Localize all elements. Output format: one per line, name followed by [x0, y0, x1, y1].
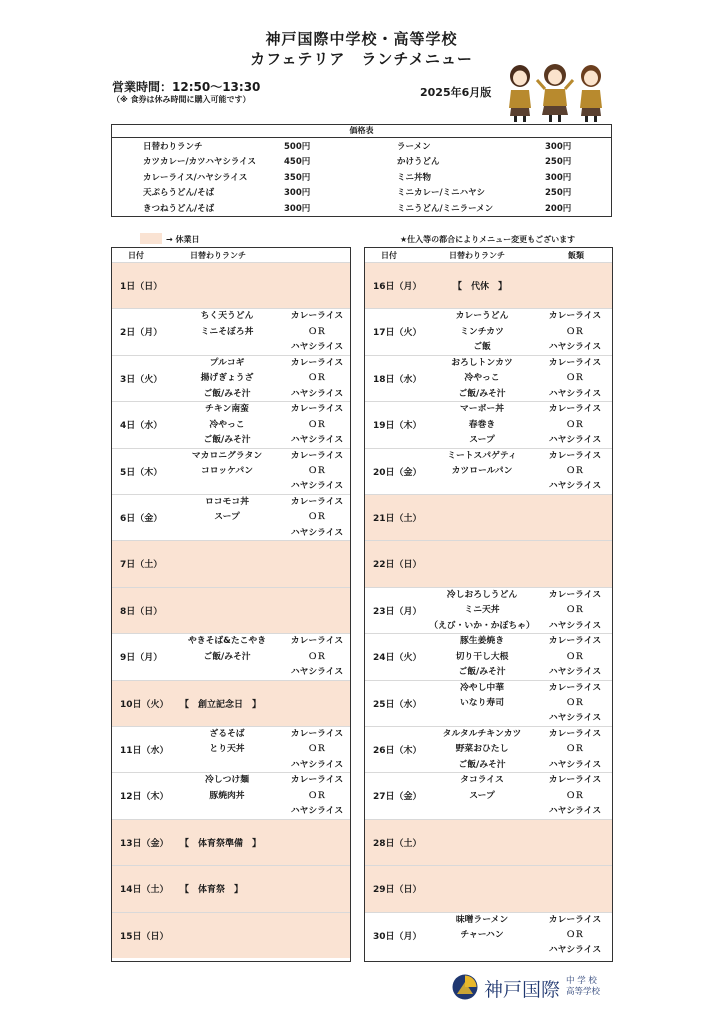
price-item-price: 450円 [284, 157, 311, 168]
menu-date: 4日（水） [120, 421, 163, 432]
lunch-item: 豚焼肉丼 [209, 790, 245, 801]
header-date: 日付 [381, 251, 397, 260]
price-item-name: 日替わりランチ [143, 142, 203, 152]
rice-item: カレーライス [548, 357, 602, 368]
menu-date: 10日（火） [120, 699, 169, 710]
lunch-item: ロコモコ丼 [205, 497, 249, 507]
logo-school-name: 神戸国際 [484, 979, 561, 1001]
lunch-item: ご飯 [473, 342, 491, 353]
school-emblem-icon [452, 974, 478, 1000]
rice-item: カレーライス [290, 404, 344, 415]
price-table [111, 124, 612, 217]
page-title-menu: カフェテリア ランチメニュー [250, 50, 473, 68]
menu-date: 2日（月） [120, 328, 163, 339]
price-item-name: かけうどん [397, 157, 440, 168]
page-title-school: 神戸国際中学校・高等学校 [265, 30, 458, 48]
rice-item: ＯＲ [566, 651, 584, 662]
price-item-name: ミニ丼物 [397, 172, 432, 183]
lunch-item: カツロールパン [451, 465, 513, 476]
rice-item: カレーライス [290, 357, 344, 368]
rice-item: ハヤシライス [290, 342, 344, 353]
header-rice: 飯類 [568, 251, 584, 260]
lunch-item: いなり寿司 [460, 697, 504, 708]
lunch-item: 冷やっこ [209, 419, 245, 430]
lunch-item: 味噌ラーメン [455, 914, 509, 925]
rice-item: ハヤシライス [290, 434, 344, 445]
rice-item: ハヤシライス [290, 388, 344, 399]
menu-row [112, 680, 350, 726]
rice-item: ＯＲ [566, 790, 584, 801]
menu-row [112, 448, 350, 494]
menu-row [112, 262, 350, 308]
lunch-item: チャーハン [460, 929, 504, 940]
price-item-price: 250円 [545, 188, 572, 199]
menu-date: 30日（月） [373, 931, 422, 942]
menu-date: 25日（水） [373, 699, 422, 710]
rice-item: ＯＲ [308, 744, 326, 755]
menu-event: 【 体育祭準備 】 [180, 838, 262, 849]
rice-item: ハヤシライス [290, 666, 344, 677]
rice-item: カレーライス [290, 450, 344, 461]
logo-sub-senior: 高等学校 [566, 987, 601, 997]
menu-row [365, 401, 612, 447]
lunch-item: プルコギ [209, 357, 245, 368]
lunch-item: 揚げぎょうざ [200, 373, 254, 384]
rice-item: ハヤシライス [548, 481, 602, 492]
rice-item: ＯＲ [566, 605, 584, 616]
menu-change-notice: ★仕入等の都合によりメニュー変更もございます [400, 235, 576, 244]
rice-item: カレーライス [290, 311, 344, 322]
rice-item: カレーライス [548, 311, 602, 322]
menu-date: 6日（金） [120, 514, 163, 524]
rice-item: ハヤシライス [548, 342, 602, 353]
menu-date: 12日（木） [120, 792, 169, 803]
menu-date: 18日（水） [373, 374, 422, 385]
menu-row [365, 308, 612, 354]
rice-item: カレーライス [290, 729, 344, 739]
price-item-price: 300円 [545, 172, 572, 183]
rice-item: カレーライス [290, 497, 344, 507]
menu-date: 22日（日） [373, 560, 422, 571]
rice-item: ＯＲ [308, 790, 326, 801]
rice-item: ＯＲ [308, 373, 326, 384]
lunch-item: ご飯/みそ汁 [203, 434, 251, 445]
menu-row [365, 262, 612, 308]
rice-item: ハヤシライス [548, 388, 602, 399]
lunch-item: 冷やっこ [464, 373, 500, 384]
menu-date: 15日（日） [120, 931, 169, 942]
rice-item: カレーライス [548, 682, 602, 693]
rice-item: ＯＲ [308, 419, 326, 430]
price-item-price: 500円 [284, 142, 311, 152]
menu-table-left-header [112, 248, 350, 263]
price-item-name: 天ぷらうどん/そば [143, 188, 215, 199]
students-illustration [503, 62, 607, 124]
lunch-item: ご飯/みそ汁 [458, 666, 506, 677]
lunch-item: タコライス [460, 775, 504, 786]
price-item-name: きつねうどん/そば [143, 203, 215, 214]
closed-day-swatch [140, 233, 162, 244]
price-item-name: カレーライス/ハヤシライス [143, 172, 248, 183]
lunch-item: やきそば&たこやき [187, 636, 267, 647]
price-item-price: 350円 [284, 172, 311, 183]
lunch-item: おろしトンカツ [451, 357, 513, 368]
lunch-item: 冷やし中華 [460, 682, 504, 693]
menu-row [112, 355, 350, 401]
rice-item: カレーライス [290, 775, 344, 786]
menu-row [112, 401, 350, 447]
rice-item: ＯＲ [566, 697, 584, 708]
menu-row [112, 726, 350, 772]
lunch-item: マーボー丼 [460, 404, 504, 415]
menu-row [112, 494, 350, 540]
price-item-name: カツカレー/カツハヤシライス [143, 157, 257, 168]
rice-item: ハヤシライス [548, 620, 602, 631]
price-item-price: 250円 [545, 157, 572, 168]
rice-item: ＯＲ [566, 744, 584, 755]
menu-event: 【 創立記念日 】 [180, 699, 262, 710]
menu-date: 19日（木） [373, 421, 422, 432]
menu-date: 23日（月） [373, 606, 422, 617]
menu-date: 3日（火） [120, 374, 163, 385]
lunch-item: ミニそぼろ丼 [200, 326, 254, 337]
menu-date: 21日（土） [373, 514, 422, 524]
header-lunch: 日替わりランチ [449, 251, 505, 260]
menu-table-right [364, 247, 613, 962]
menu-date: 11日（水） [120, 746, 169, 756]
rice-item: カレーライス [290, 636, 344, 647]
logo-sub-junior: 中 学 校 [566, 976, 597, 986]
edition-label: 2025年6月版 [420, 86, 492, 99]
rice-item: ＯＲ [566, 929, 584, 940]
rice-item: カレーライス [548, 589, 602, 600]
menu-date: 28日（土） [373, 838, 422, 849]
rice-item: ハヤシライス [290, 759, 344, 770]
menu-date: 20日（金） [373, 467, 422, 478]
lunch-item: ミンチカツ [460, 326, 504, 337]
menu-row [112, 912, 350, 958]
lunch-item: ご飯/みそ汁 [458, 388, 506, 399]
lunch-item: 春巻き [468, 419, 496, 430]
menu-event: 【 体育祭 】 [180, 885, 244, 896]
menu-row [112, 540, 350, 586]
lunch-item: ミニ天丼 [464, 605, 500, 616]
rice-item: カレーライス [548, 729, 602, 739]
menu-event: 【 代休 】 [453, 282, 508, 292]
rice-item: カレーライス [548, 775, 602, 786]
menu-row [365, 633, 612, 679]
lunch-item: ご飯/みそ汁 [203, 651, 251, 662]
menu-row [365, 540, 612, 586]
menu-date: 17日（火） [373, 328, 422, 339]
menu-table-left [111, 247, 351, 962]
rice-item: ＯＲ [566, 419, 584, 430]
lunch-item: ご飯/みそ汁 [203, 388, 251, 399]
rice-item: カレーライス [548, 636, 602, 647]
lunch-item: （えび・いか・かぼちゃ） [429, 620, 535, 631]
lunch-item: ちく天うどん [200, 311, 254, 322]
lunch-item: マカロニグラタン [191, 450, 263, 461]
header-lunch: 日替わりランチ [190, 251, 246, 260]
rice-item: ハヤシライス [548, 713, 602, 724]
menu-row [365, 448, 612, 494]
lunch-item: ざるそば [209, 729, 245, 739]
lunch-item: 野菜おひたし [455, 744, 509, 755]
menu-date: 27日（金） [373, 792, 422, 803]
price-item-name: ミニうどん/ミニラーメン [397, 203, 494, 214]
rice-item: ハヤシライス [548, 806, 602, 817]
rice-item: ＯＲ [308, 512, 326, 523]
menu-date: 5日（木） [120, 467, 163, 478]
price-item-name: ラーメン [397, 142, 431, 152]
menu-row [365, 726, 612, 772]
rice-item: ＯＲ [566, 465, 584, 476]
lunch-item: 切り干し大根 [455, 651, 509, 662]
rice-item: ＯＲ [308, 651, 326, 662]
menu-row [112, 865, 350, 911]
price-item-price: 300円 [284, 188, 311, 199]
menu-row [365, 587, 612, 633]
menu-date: 8日（日） [120, 606, 163, 617]
rice-item: ＯＲ [566, 326, 584, 337]
menu-row [365, 355, 612, 401]
menu-row [112, 772, 350, 818]
menu-row [365, 865, 612, 911]
lunch-item: 冷しつけ麺 [205, 775, 249, 786]
menu-row [365, 680, 612, 726]
menu-date: 9日（月） [120, 653, 163, 664]
menu-row [112, 308, 350, 354]
lunch-item: スープ [214, 512, 240, 523]
lunch-item: カレーうどん [455, 311, 509, 322]
rice-item: ハヤシライス [548, 945, 602, 956]
lunch-item: コロッケパン [200, 465, 254, 476]
lunch-item: ミートスパゲティ [447, 450, 517, 461]
lunch-item: タルタルチキンカツ [442, 729, 522, 739]
menu-date: 7日（土） [120, 560, 163, 571]
rice-item: ハヤシライス [548, 759, 602, 770]
student-right-figure [580, 65, 602, 122]
menu-row [365, 912, 612, 958]
rice-item: ＯＲ [566, 373, 584, 384]
rice-item: ハヤシライス [548, 434, 602, 445]
rice-item: カレーライス [548, 404, 602, 415]
menu-date: 24日（火） [373, 653, 422, 664]
lunch-item: スープ [469, 434, 495, 445]
price-item-price: 300円 [284, 203, 311, 214]
lunch-item: 豚生姜焼き [460, 636, 504, 647]
menu-date: 14日（土） [120, 885, 169, 896]
menu-table-right-header [365, 248, 612, 263]
closed-day-legend: → 休業日 [166, 235, 200, 244]
lunch-item: 冷しおろしうどん [446, 589, 518, 600]
school-logo [452, 972, 612, 1002]
rice-item: ハヤシライス [548, 666, 602, 677]
lunch-item: スープ [469, 790, 495, 801]
menu-row [365, 494, 612, 540]
menu-date: 1日（日） [120, 282, 163, 292]
student-center-figure [537, 64, 573, 122]
menu-row [112, 587, 350, 633]
lunch-item: チキン南蛮 [205, 404, 249, 415]
menu-date: 26日（木） [373, 746, 422, 756]
price-item-price: 200円 [545, 203, 572, 214]
student-left-figure [509, 65, 531, 122]
price-item-name: ミニカレー/ミニハヤシ [397, 188, 486, 199]
hours-note: （※ 食券は休み時間に購入可能です） [112, 95, 251, 104]
rice-item: ＯＲ [308, 326, 326, 337]
menu-date: 29日（日） [373, 885, 422, 896]
menu-row [112, 819, 350, 865]
rice-item: カレーライス [548, 450, 602, 461]
price-table-header: 価格表 [112, 125, 611, 138]
rice-item: ハヤシライス [290, 527, 344, 538]
header-date: 日付 [128, 251, 144, 260]
lunch-item: ご飯/みそ汁 [458, 759, 506, 770]
price-item-price: 300円 [545, 142, 572, 152]
menu-row [112, 633, 350, 679]
rice-item: カレーライス [548, 914, 602, 925]
menu-date: 16日（月） [373, 282, 422, 292]
rice-item: ＯＲ [308, 465, 326, 476]
rice-item: ハヤシライス [290, 806, 344, 817]
menu-row [365, 772, 612, 818]
menu-row [365, 819, 612, 865]
rice-item: ハヤシライス [290, 481, 344, 492]
menu-date: 13日（金） [120, 838, 169, 849]
lunch-item: とり天丼 [209, 744, 245, 755]
business-hours: 営業時間：12:50～13:30 [112, 80, 261, 94]
